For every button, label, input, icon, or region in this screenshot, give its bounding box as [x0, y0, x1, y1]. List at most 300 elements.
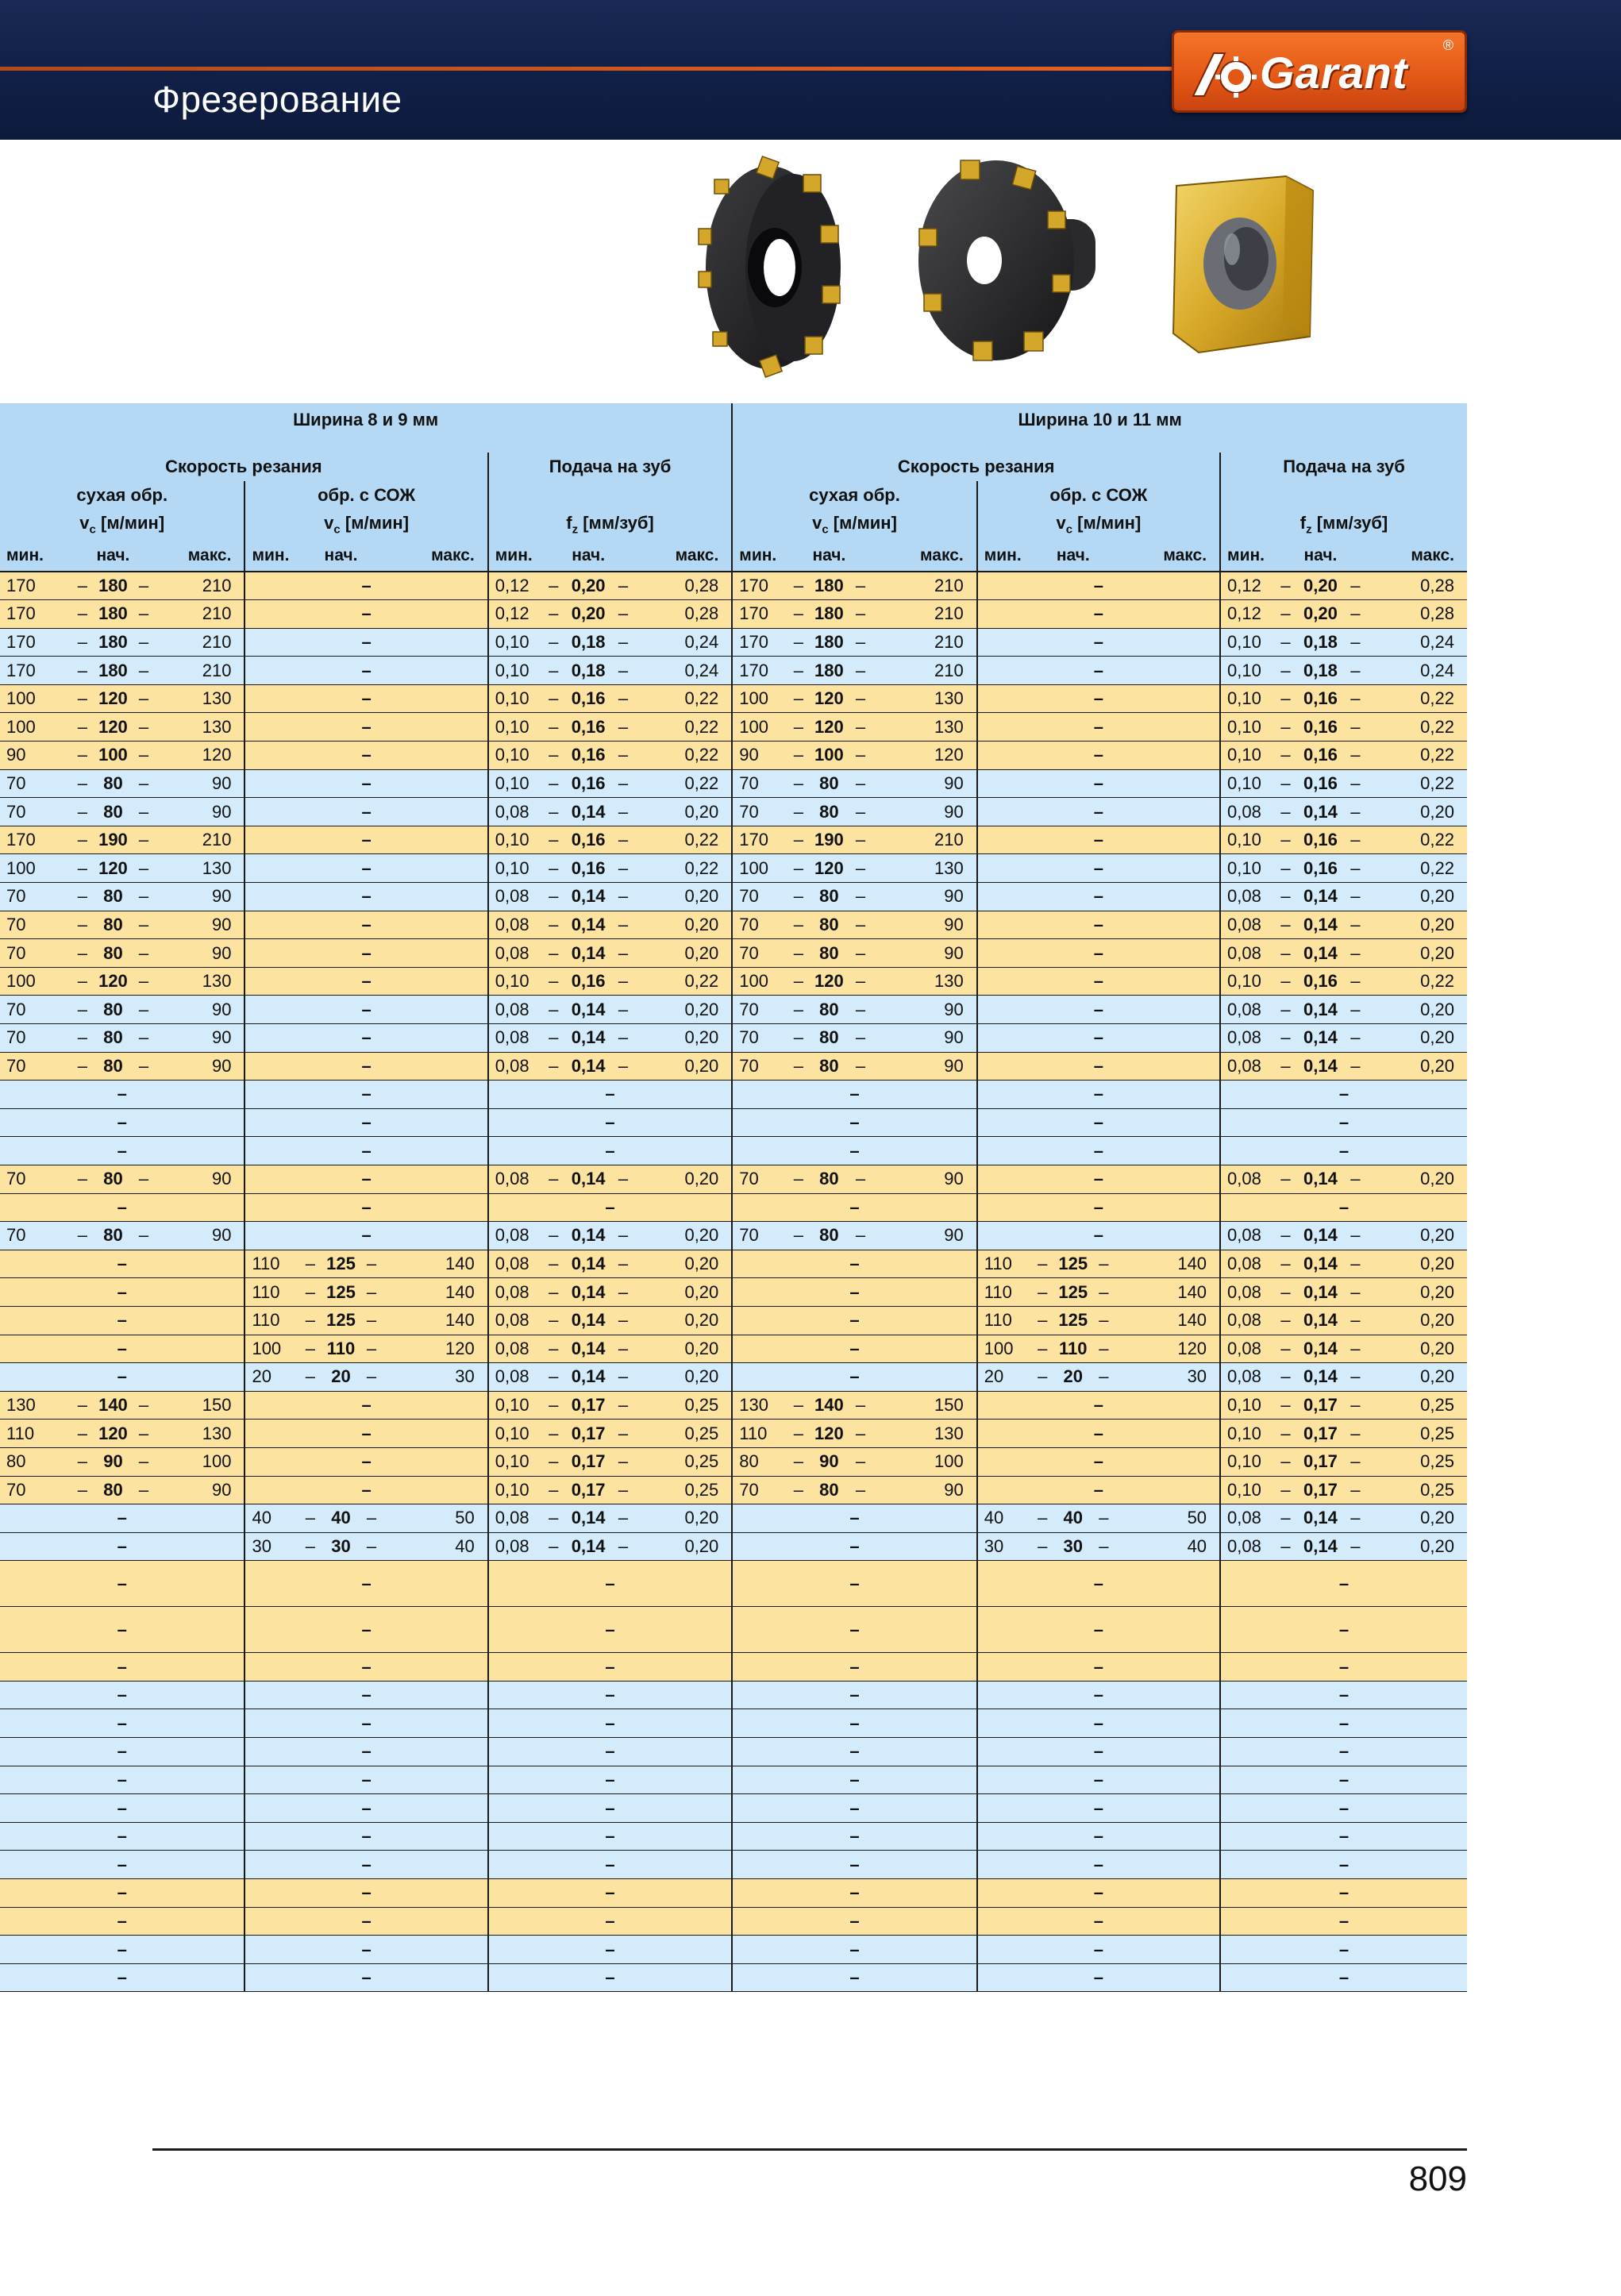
cell-max: 90 — [873, 1476, 977, 1504]
cell-min: 100 — [244, 1335, 297, 1363]
cell-max: 0,20 — [636, 939, 732, 968]
cell-max: 0,20 — [1368, 1504, 1467, 1533]
empty-cell: – — [244, 572, 487, 600]
cell-min: 0,08 — [488, 1024, 541, 1053]
cell-start: 0,16 — [1299, 854, 1343, 883]
table-row — [0, 1108, 1467, 1137]
cell-start: 80 — [95, 996, 131, 1024]
cell-start: 0,14 — [566, 911, 610, 939]
cell-max: 0,22 — [1368, 742, 1467, 770]
range-dash: – — [541, 911, 566, 939]
cell-min: 70 — [0, 769, 70, 798]
empty-cell: – — [732, 1879, 976, 1908]
table-row — [0, 1165, 1467, 1193]
cell-min: 40 — [244, 1504, 297, 1533]
header-accent-line — [0, 67, 1175, 71]
cell-max: 140 — [384, 1250, 488, 1278]
empty-cell: – — [488, 1193, 733, 1222]
range-dash: – — [610, 713, 636, 742]
range-dash: – — [848, 600, 873, 629]
cell-max: 90 — [873, 911, 977, 939]
cell-max: 0,24 — [636, 628, 732, 657]
cell-min: 170 — [0, 657, 70, 685]
cell-start: 0,17 — [1299, 1420, 1343, 1448]
cell-start: 110 — [323, 1335, 359, 1363]
range-dash: – — [70, 600, 95, 629]
cell-max: 0,22 — [636, 742, 732, 770]
cell-min: 100 — [0, 684, 70, 713]
cell-start: 0,17 — [1299, 1476, 1343, 1504]
empty-cell: – — [0, 1250, 244, 1278]
range-dash: – — [1342, 1335, 1368, 1363]
range-dash: – — [1273, 769, 1298, 798]
cell-max: 140 — [1116, 1278, 1220, 1307]
range-dash: – — [1342, 1532, 1368, 1561]
empty-cell: – — [1220, 1193, 1467, 1222]
cell-start: 80 — [95, 1476, 131, 1504]
cell-start: 0,14 — [1299, 883, 1343, 911]
empty-cell: – — [732, 1306, 976, 1335]
range-dash: – — [131, 713, 156, 742]
cell-max: 0,25 — [636, 1447, 732, 1476]
cell-min: 0,10 — [488, 967, 541, 996]
cell-min: 70 — [0, 939, 70, 968]
range-dash: – — [1273, 967, 1298, 996]
cell-min: 0,10 — [1220, 769, 1273, 798]
range-dash: – — [610, 883, 636, 911]
cell-min: 70 — [732, 769, 787, 798]
cell-start: 0,16 — [566, 967, 610, 996]
group-header-left: Ширина 8 и 9 мм — [0, 403, 732, 432]
cell-min: 100 — [732, 854, 787, 883]
range-dash: – — [787, 798, 810, 826]
range-dash: – — [787, 1420, 810, 1448]
range-dash: – — [298, 1278, 323, 1307]
empty-cell: – — [0, 1137, 244, 1165]
empty-cell: – — [244, 1738, 487, 1766]
empty-cell: – — [977, 1081, 1220, 1109]
range-dash: – — [787, 572, 810, 600]
empty-cell: – — [0, 1532, 244, 1561]
cell-start: 80 — [810, 1222, 848, 1250]
cell-start: 80 — [810, 1476, 848, 1504]
range-dash: – — [1342, 1250, 1368, 1278]
empty-cell: – — [732, 1250, 976, 1278]
empty-cell: – — [977, 1420, 1220, 1448]
empty-cell: – — [977, 1137, 1220, 1165]
cell-start: 0,14 — [566, 1250, 610, 1278]
cell-start: 180 — [95, 572, 131, 600]
cell-min: 0,08 — [488, 996, 541, 1024]
range-dash: – — [1273, 1447, 1298, 1476]
cell-min: 0,10 — [1220, 854, 1273, 883]
empty-cell: – — [244, 1709, 487, 1738]
empty-cell: – — [244, 798, 487, 826]
empty-cell: – — [977, 1561, 1220, 1607]
cell-max: 130 — [873, 684, 977, 713]
range-dash: – — [848, 854, 873, 883]
range-dash: – — [610, 769, 636, 798]
cell-min: 70 — [732, 1052, 787, 1081]
cell-start: 0,16 — [566, 742, 610, 770]
min-header: мин. — [977, 540, 1056, 572]
cell-start: 125 — [1055, 1306, 1091, 1335]
cell-min: 0,12 — [488, 600, 541, 629]
cell-max: 90 — [873, 939, 977, 968]
range-dash: – — [131, 1024, 156, 1053]
cell-start: 0,17 — [1299, 1447, 1343, 1476]
empty-cell: – — [732, 1532, 976, 1561]
cell-min: 0,10 — [488, 657, 541, 685]
cell-max: 90 — [873, 769, 977, 798]
cell-max: 90 — [873, 1024, 977, 1053]
empty-cell: – — [488, 1766, 733, 1794]
range-dash: – — [787, 1222, 810, 1250]
empty-cell: – — [1220, 1936, 1467, 1964]
cell-min: 0,08 — [1220, 1222, 1273, 1250]
empty-cell: – — [1220, 1963, 1467, 1992]
range-dash: – — [1273, 1532, 1298, 1561]
range-dash: – — [70, 1476, 95, 1504]
range-dash: – — [131, 1391, 156, 1420]
range-dash: – — [610, 1165, 636, 1193]
cell-max: 0,20 — [636, 911, 732, 939]
range-dash: – — [1030, 1335, 1055, 1363]
cell-start: 140 — [95, 1391, 131, 1420]
table-row — [0, 1306, 1467, 1335]
range-dash: – — [298, 1335, 323, 1363]
table-row — [0, 1851, 1467, 1879]
cell-min: 0,10 — [488, 1447, 541, 1476]
cell-max: 120 — [1116, 1335, 1220, 1363]
cell-min: 70 — [732, 1222, 787, 1250]
range-dash: – — [1342, 798, 1368, 826]
cell-min: 0,10 — [1220, 826, 1273, 854]
range-dash: – — [131, 657, 156, 685]
cell-min: 0,10 — [1220, 713, 1273, 742]
cell-start: 0,14 — [1299, 1024, 1343, 1053]
empty-cell: – — [977, 826, 1220, 854]
cell-start: 80 — [95, 1024, 131, 1053]
range-dash: – — [610, 826, 636, 854]
cell-max: 210 — [873, 572, 977, 600]
empty-cell: – — [732, 1822, 976, 1851]
cell-max: 0,20 — [636, 1335, 732, 1363]
range-dash: – — [359, 1504, 384, 1533]
empty-cell: – — [488, 1907, 733, 1936]
garant-logo — [1172, 30, 1467, 113]
table-row — [0, 939, 1467, 968]
page-title: Фрезерование — [152, 79, 402, 120]
cell-start: 0,16 — [1299, 826, 1343, 854]
range-dash: – — [787, 1165, 810, 1193]
cell-start: 0,14 — [1299, 1052, 1343, 1081]
cell-min: 170 — [0, 628, 70, 657]
range-dash: – — [610, 684, 636, 713]
cell-start: 110 — [1055, 1335, 1091, 1363]
table-row — [0, 1766, 1467, 1794]
empty-cell: – — [977, 684, 1220, 713]
range-dash: – — [787, 628, 810, 657]
cell-max: 210 — [873, 600, 977, 629]
cell-min: 0,08 — [1220, 1363, 1273, 1392]
range-dash: – — [1273, 1504, 1298, 1533]
cell-min: 90 — [0, 742, 70, 770]
cell-max: 0,20 — [636, 996, 732, 1024]
empty-cell: – — [977, 628, 1220, 657]
cell-start: 0,18 — [566, 657, 610, 685]
cell-max: 210 — [156, 628, 244, 657]
cell-start: 0,14 — [1299, 1532, 1343, 1561]
start-header: нач. — [566, 540, 610, 572]
range-dash: – — [541, 1391, 566, 1420]
cell-min: 0,10 — [488, 628, 541, 657]
empty-cell: – — [488, 1794, 733, 1823]
range-dash: – — [848, 939, 873, 968]
cell-start: 180 — [810, 657, 848, 685]
empty-cell: – — [977, 1222, 1220, 1250]
cell-max: 90 — [156, 883, 244, 911]
cell-min: 110 — [244, 1250, 297, 1278]
cell-max: 90 — [873, 1165, 977, 1193]
speed-header-left: Скорость резания — [0, 453, 488, 481]
range-dash: – — [70, 967, 95, 996]
cell-start: 80 — [810, 883, 848, 911]
cell-start: 80 — [810, 1165, 848, 1193]
empty-cell: – — [1220, 1709, 1467, 1738]
range-dash: – — [848, 1024, 873, 1053]
feed-header-right: Подача на зуб — [1220, 453, 1467, 481]
cell-start: 180 — [95, 628, 131, 657]
cell-start: 90 — [810, 1447, 848, 1476]
cell-min: 170 — [732, 600, 787, 629]
table-row — [0, 1532, 1467, 1561]
empty-cell: – — [0, 1907, 244, 1936]
cell-min: 170 — [732, 572, 787, 600]
cell-min: 80 — [0, 1447, 70, 1476]
cell-start: 0,14 — [566, 1024, 610, 1053]
empty-cell: – — [244, 1420, 487, 1448]
cell-min: 0,10 — [1220, 1391, 1273, 1420]
cell-start: 0,16 — [566, 854, 610, 883]
range-dash: – — [1091, 1504, 1116, 1533]
range-dash: – — [359, 1278, 384, 1307]
cell-start: 0,14 — [1299, 798, 1343, 826]
table-row — [0, 1447, 1467, 1476]
cell-start: 0,14 — [1299, 939, 1343, 968]
empty-cell: – — [1220, 1766, 1467, 1794]
empty-cell: – — [1220, 1681, 1467, 1709]
cell-min: 0,08 — [1220, 1306, 1273, 1335]
range-dash: – — [1273, 1335, 1298, 1363]
range-dash: – — [131, 1222, 156, 1250]
cell-max: 0,25 — [1368, 1391, 1467, 1420]
range-dash: – — [541, 1447, 566, 1476]
table-row — [0, 1681, 1467, 1709]
cell-start: 0,16 — [566, 826, 610, 854]
empty-cell: – — [977, 1851, 1220, 1879]
cell-min: 0,08 — [1220, 1165, 1273, 1193]
empty-cell: – — [244, 1822, 487, 1851]
empty-cell: – — [244, 1561, 487, 1607]
empty-cell: – — [244, 1766, 487, 1794]
range-dash: – — [1342, 684, 1368, 713]
range-dash: – — [541, 1222, 566, 1250]
table-row — [0, 769, 1467, 798]
cell-start: 0,16 — [1299, 684, 1343, 713]
garant-logo-text: Garant — [1260, 48, 1408, 98]
empty-cell: – — [732, 1936, 976, 1964]
cell-max: 0,20 — [1368, 1052, 1467, 1081]
cell-max: 0,20 — [1368, 996, 1467, 1024]
cell-max: 0,20 — [636, 883, 732, 911]
cell-max: 210 — [156, 657, 244, 685]
empty-cell: – — [244, 1222, 487, 1250]
cell-start: 0,20 — [566, 600, 610, 629]
empty-cell: – — [977, 1193, 1220, 1222]
cell-start: 80 — [810, 911, 848, 939]
table-row — [0, 572, 1467, 600]
cell-max: 210 — [873, 628, 977, 657]
range-dash: – — [610, 996, 636, 1024]
cell-min: 0,08 — [1220, 883, 1273, 911]
cell-start: 80 — [95, 1052, 131, 1081]
cell-start: 0,14 — [1299, 1278, 1343, 1307]
registered-mark: ® — [1442, 37, 1454, 53]
cell-max: 130 — [156, 1420, 244, 1448]
shell-cutter-icon — [913, 156, 1103, 370]
table-header — [0, 403, 1467, 572]
cell-min: 0,12 — [488, 572, 541, 600]
empty-cell: – — [244, 1851, 487, 1879]
range-dash: – — [1342, 1165, 1368, 1193]
range-dash: – — [787, 1391, 810, 1420]
empty-cell: – — [488, 1963, 733, 1992]
range-dash: – — [848, 684, 873, 713]
empty-cell: – — [1220, 1607, 1467, 1653]
cell-max: 100 — [156, 1447, 244, 1476]
cell-start: 100 — [95, 742, 131, 770]
range-dash: – — [787, 1447, 810, 1476]
table-row — [0, 1137, 1467, 1165]
table-row — [0, 1607, 1467, 1653]
range-dash: – — [131, 967, 156, 996]
cell-start: 0,20 — [1299, 572, 1343, 600]
cell-max: 0,22 — [636, 684, 732, 713]
range-dash: – — [541, 1024, 566, 1053]
cell-min: 100 — [0, 713, 70, 742]
cell-min: 110 — [0, 1420, 70, 1448]
table-row — [0, 1561, 1467, 1607]
table-row — [0, 1363, 1467, 1392]
cell-start: 125 — [1055, 1250, 1091, 1278]
range-dash: – — [541, 1420, 566, 1448]
empty-cell: – — [244, 1936, 487, 1964]
range-dash: – — [70, 1024, 95, 1053]
table-row — [0, 1250, 1467, 1278]
cell-min: 70 — [0, 911, 70, 939]
empty-cell: – — [977, 883, 1220, 911]
cell-min: 70 — [0, 1222, 70, 1250]
range-dash: – — [541, 572, 566, 600]
cell-max: 90 — [873, 883, 977, 911]
range-dash: – — [1091, 1335, 1116, 1363]
range-dash: – — [1273, 1278, 1298, 1307]
garant-logo-mark-icon — [1190, 48, 1258, 99]
cell-min: 0,10 — [1220, 967, 1273, 996]
cell-max: 0,20 — [1368, 939, 1467, 968]
range-dash: – — [610, 939, 636, 968]
empty-cell: – — [244, 1165, 487, 1193]
cell-start: 90 — [95, 1447, 131, 1476]
range-dash: – — [70, 742, 95, 770]
range-dash: – — [359, 1363, 384, 1392]
range-dash: – — [610, 1447, 636, 1476]
range-dash: – — [131, 572, 156, 600]
range-dash: – — [541, 883, 566, 911]
cell-start: 180 — [95, 600, 131, 629]
cell-start: 190 — [810, 826, 848, 854]
empty-cell: – — [0, 1193, 244, 1222]
cell-max: 0,20 — [1368, 883, 1467, 911]
empty-cell: – — [0, 1306, 244, 1335]
dry-header-right: сухая обр. — [732, 481, 976, 510]
cell-min: 70 — [732, 798, 787, 826]
empty-cell: – — [1220, 1081, 1467, 1109]
range-dash: – — [1273, 1306, 1298, 1335]
range-dash: – — [1030, 1363, 1055, 1392]
range-dash: – — [787, 1024, 810, 1053]
cell-min: 170 — [732, 628, 787, 657]
empty-cell: – — [732, 1738, 976, 1766]
empty-cell: – — [244, 1137, 487, 1165]
range-dash: – — [541, 742, 566, 770]
empty-cell: – — [244, 713, 487, 742]
range-dash: – — [1342, 1391, 1368, 1420]
range-dash: – — [610, 1335, 636, 1363]
range-dash: – — [848, 996, 873, 1024]
cell-max: 0,22 — [636, 769, 732, 798]
vc-unit: $v_c$ [м/мин] — [244, 510, 487, 540]
empty-cell: – — [977, 1653, 1220, 1682]
range-dash: – — [70, 1052, 95, 1081]
cell-max: 0,20 — [1368, 1335, 1467, 1363]
page-number: 809 — [1408, 2159, 1467, 2198]
cell-start: 0,14 — [566, 996, 610, 1024]
range-dash: – — [848, 798, 873, 826]
cell-max: 130 — [873, 854, 977, 883]
cell-min: 0,08 — [488, 1363, 541, 1392]
cell-max: 90 — [873, 1052, 977, 1081]
cell-max: 100 — [873, 1447, 977, 1476]
table-row — [0, 1822, 1467, 1851]
empty-cell: – — [977, 1879, 1220, 1908]
empty-cell: – — [488, 1137, 733, 1165]
empty-cell: – — [977, 967, 1220, 996]
range-dash: – — [1273, 1420, 1298, 1448]
empty-cell: – — [1220, 1653, 1467, 1682]
vc-unit: $v_c$ [м/мин] — [0, 510, 244, 540]
cell-start: 80 — [95, 769, 131, 798]
cutting-data-table — [0, 403, 1467, 1992]
table-row — [0, 854, 1467, 883]
cell-max: 0,24 — [1368, 628, 1467, 657]
cell-max: 90 — [156, 1165, 244, 1193]
cell-max: 0,28 — [636, 572, 732, 600]
range-dash: – — [848, 1052, 873, 1081]
range-dash: – — [541, 684, 566, 713]
cell-start: 0,18 — [1299, 628, 1343, 657]
